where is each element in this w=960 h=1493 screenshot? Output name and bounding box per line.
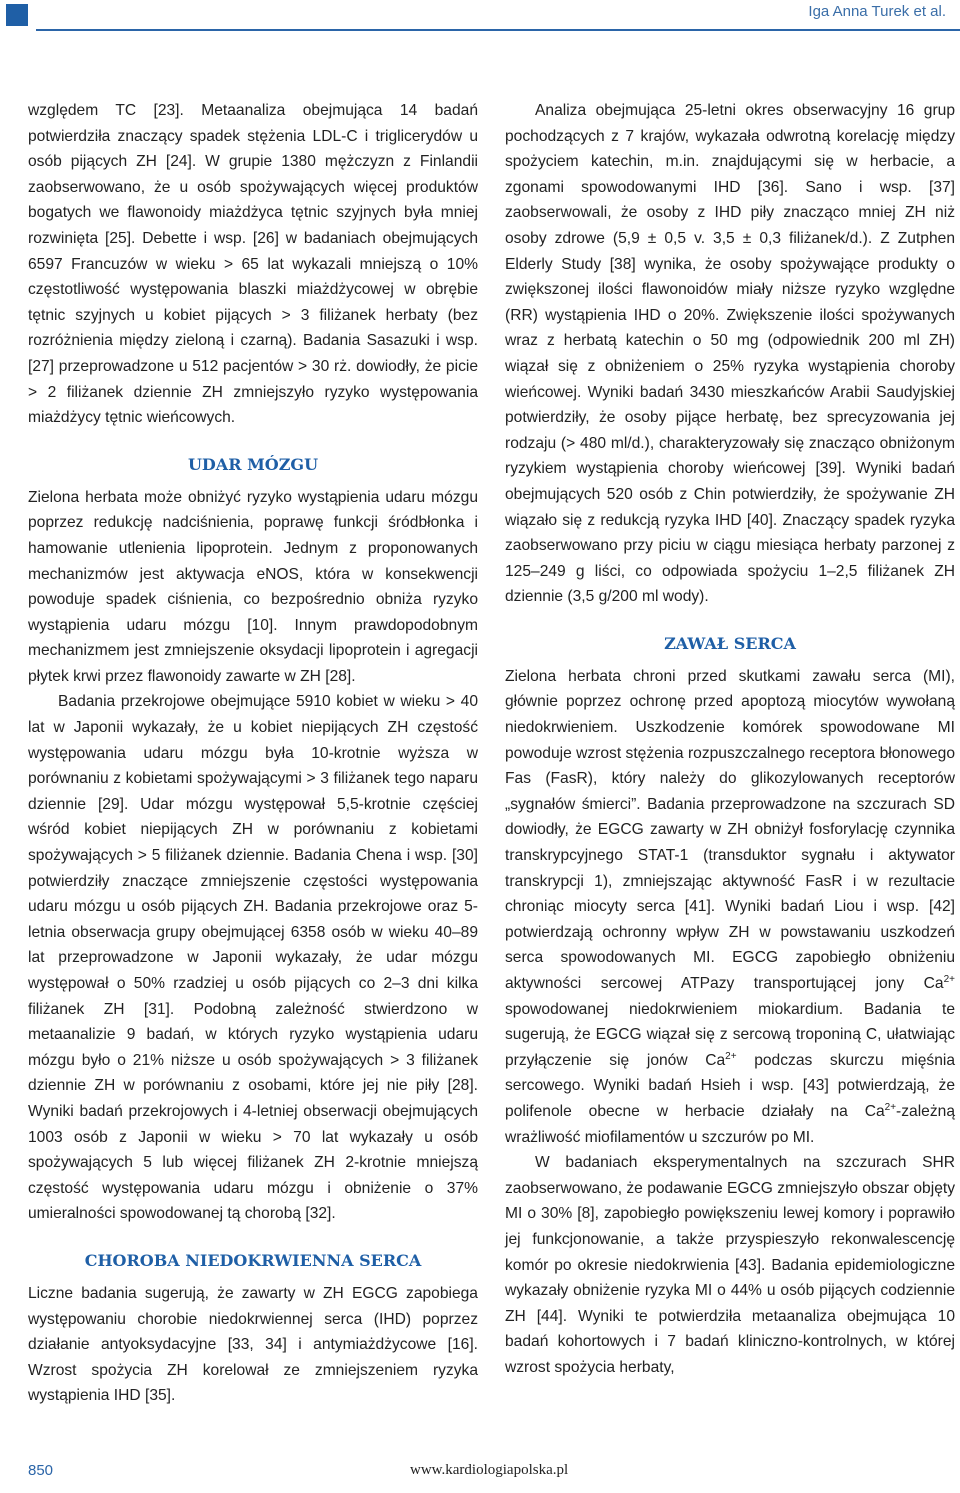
left-column: [28, 98, 478, 1409]
paragraph: Zielona herbata może obniżyć ryzyko wystąpienia udaru mózgu poprzez redukcję nadciśnienia, poprawę funkcji śródbłonka i hamowanie utlenienia lipoprotein. Jednym z proponowanych mechanizmów jest aktywacja eNOS, która w konsekwencji powoduje spadek ciśnienia, co bezpośrednio obniża ryzyko wystąpienia udaru mózgu [10]. Innym prawdopodobnym mechanizmem jest zmniejszenie oksydacji lipoprotein i agregacji płytek krwi przez flawonoidy zawarte w ZH [28].: [28, 488, 478, 685]
paragraph-mi: Zielona herbata chroni przed skutkami zawału serca (MI), głównie poprzez ochronę przed apoptozą miocytów wywołaną niedokrwieniem. Uszkodzenie komórek spowodowane MI powoduje wzrost stężenia rozpuszczalnego receptora błonowego Fas (FasR), który należy do glikozylowanych receptorów „sygnałów śmierci”. Badania przeprowadzone na szczurach SD dowiodły, że EGCG zawarty w ZH obniżył fosforylację czynnika transkrypcyjnego STAT-1 (transduktor sygnału i aktywator transkrypcji 1), zmniejszając aktywność FasR i w rezultacie chroniąc miocyty serca [41]. Wyniki badań Liou i wsp. [42] potwierdzają ochronny wpływ ZH w powstawaniu uszkodzeń serca spowodowanych MI. EGCG zapobiegło obniżeniu aktywności sercowej ATPazy transportującej jony $Ca^{2+}$ spowodowanej niedokrwieniem miokardium. Badania te sugerują, że EGCG wiązał się z sercową troponiną C, ułatwiając przyłączenie się jonów $Ca^{2+}$ podczas skurczu mięśnia sercowego. Wyniki badań Hsieh i wsp. [43] potwierdzają, że polifenole obecne w herbacie działały na $Ca^{2+}$-zależną wrażliwość miofilamentów u szczurów po MI.: [505, 667, 955, 1146]
page-header: [0, 0, 960, 38]
section-heading-stroke: UDAR MÓZGU: [187, 454, 319, 474]
running-author: Iga Anna Turek et al.: [808, 3, 946, 20]
section-heading-mi: ZAWAŁ SERCA: [664, 633, 796, 653]
right-column: [505, 98, 955, 1381]
header-rule: [36, 29, 960, 31]
paragraph: względem TC [23]. Metaanaliza obejmująca 14 badań potwierdziła znaczący spadek stężenia LDL-C i triglicerydów u osób pijących ZH [24]. W grupie 1380 mężczyzn z Finlandii zaobserwowano, że u osób spożywających więcej produktów bogatych we flawonoidy miażdżyca tętnic szyjnych była mniej rozwinięta [25]. Debette i wsp. [26] w badaniach obejmujących 6597 Francuzów w wieku > 65 lat wykazali mniejszą o 10% częstotliwość występowania blaszki miażdżycowej w obrębie tętnic szyjnych u kobiet pijących > 3 filiżanek herbaty (bez rozróżnienia między zieloną i czarną). Badania Sasazuki i wsp. [27] przeprowadzone u 512 pacjentów > 30 rż. dowiodły, że picie > 2 filiżanek dziennie ZH zmniejszyło ryzyko występowania miażdżycy tętnic wieńcowych.: [28, 102, 478, 427]
page-number: 850: [28, 1462, 54, 1479]
paragraph: Analiza obejmująca 25-letni okres obserwacyjny 16 grup pochodzących z 7 krajów, wykazała odwrotną korelację między spożyciem katechin, m.in. znajdującymi się w herbacie, a zgonami spowodowanymi IHD [36]. Sano i wsp. [37] zaobserwowali, że osoby z IHD piły znacząco mniej ZH niż osoby zdrowe (5,9 ± 0,5 v. 3,5 ± 0,3 filiżanek/d.). Z Zutphen Elderly Study [38] wynika, że osoby spożywające produkty o zwiększonej ilości flawonoidów miały niższe ryzyko względne (RR) wystąpienia IHD o 20%. Zwiększenie ilości spożywanych wraz z herbatą katechin o 50 mg (odpowiednik 200 ml ZH) wiązał się z obniżeniem o 25% ryzyka wystąpienia choroby wieńcowej. Wyniki badań 3430 mieszkańców Arabii Saudyjskiej potwierdziły, że osoby pijące herbatę, bez sprecyzowania jej rodzaju (> 480 ml/d.), charakteryzowały się znacząco obniżonym ryzykiem wystąpienia choroby wieńcowej [39]. Wyniki badań obejmujących 520 osób z Chin potwierdziły, że spożywanie ZH wiązało się z redukcją ryzyka IHD [40]. Znaczący spadek ryzyka zaobserwowano przy piciu w ciągu miesiąca herbaty parzonej z 125–249 g liści, co odpowiada spożyciu 1–2,5 filiżanek ZH dziennie (3,5 g/200 ml wody).: [505, 102, 955, 606]
paragraph: W badaniach eksperymentalnych na szczurach SHR zaobserwowano, że podawanie EGCG zmniejszyło obszar objęty MI o 30% [8], zapobiegło powiększeniu lewej komory i poprawiło jej funkcjonowanie, a także przyspieszyło rekonwalescencję komór po okresie niedokrwienia [43]. Badania epidemiologiczne wykazały obniżenie ryzyka MI o 44% u osób pijących codziennie ZH [44]. Wyniki te potwierdziła metaanaliza obejmująca 10 badań kohortowych i 7 badań kliniczno-kontrolnych, w której wzrost spożycia herbaty,: [505, 1154, 955, 1376]
header-marker: [6, 4, 28, 26]
section-heading-ihd: CHOROBA NIEDOKRWIENNA SERCA: [84, 1250, 422, 1270]
paragraph: Liczne badania sugerują, że zawarty w ZH EGCG zapobiega występowaniu chorobie niedokrwiennej serca (IHD) poprzez działanie antyoksydacyjne [33, 34] i antymiażdżycowe [16]. Wzrost spożycia ZH korelował ze zmniejszeniem ryzyka wystąpienia IHD [35].: [28, 1284, 478, 1405]
journal-url[interactable]: www.kardiologiapolska.pl: [410, 1462, 569, 1478]
paragraph: Badania przekrojowe obejmujące 5910 kobiet w wieku > 40 lat w Japonii wykazały, że u kobiet niepijących ZH częstość występowania udaru mózgu była 10-krotnie wyższa w porównaniu z kobietami spożywającymi > 3 filiżanek tego naparu dziennie [29]. Udar mózgu występował 5,5-krotnie częściej wśród kobiet niepijących ZH w porównaniu z kobietami spożywających > 5 filiżanek dziennie. Badania Chena i wsp. [30] potwierdziły znaczące zmniejszenie częstości występowania udaru mózgu u osób pijących ZH. Badania przekrojowe oraz 5-letnia obserwacja grupy obejmującej 6358 osób w wieku 40–89 lat przeprowadzone w Japonii wykazały, że udar mózgu występował o 50% rzadziej u osób pijących co 2–3 dni kilka filiżanek ZH [31]. Podobną zależność stwierdzono w metaanalizie 9 badań, w których ryzyko wystąpienia udaru mózgu było o 21% niższe u osób spożywających > 3 filiżanek dziennie ZH w porównaniu z osobami, które jej nie piły [28]. Wyniki badań przekrojowych i 4-letniej obserwacji obejmujących 1003 osób z Japonii w wieku > 70 lat wykazały u osób spożywających 5 lub więcej filiżanek ZH 2-krotnie mniejszą częstość występowania udaru mózgu i obniżenie o 37% umieralności spowodowanej tą chorobą [32].: [28, 693, 478, 1223]
